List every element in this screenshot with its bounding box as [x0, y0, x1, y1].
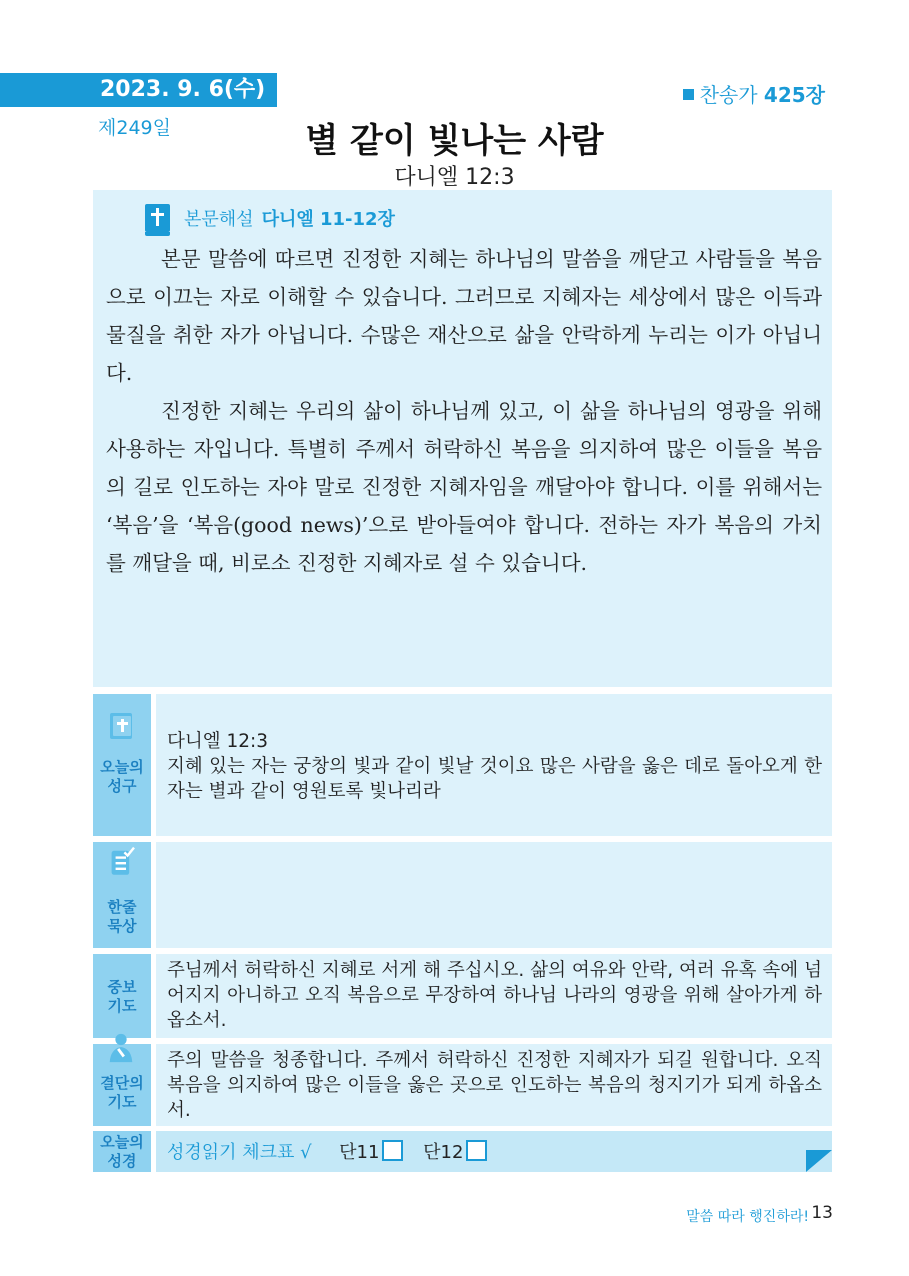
- day-count: 제249일: [98, 117, 171, 139]
- meditation-label-cell: [93, 842, 151, 948]
- intercession-label-line2: 기도: [107, 997, 137, 1015]
- meditation-content-cell[interactable]: [156, 842, 832, 948]
- reading-content-cell: [156, 1131, 832, 1172]
- resolution-label-line2: 기도: [107, 1093, 137, 1111]
- corner-fold-icon: [806, 1150, 832, 1172]
- bible-cross-icon: [145, 204, 170, 232]
- intercession-content-cell: [156, 954, 832, 1038]
- intercession-label-cell: [93, 954, 151, 1038]
- hymn-number: 425장: [763, 83, 825, 107]
- footer-motto: 말씀 따라 행진하라!: [686, 1209, 809, 1225]
- resolution-label-cell: [93, 1044, 151, 1126]
- resolution-text: 주의 말씀을 청종합니다. 주께서 허락하신 진정한 지혜자가 되길 원합니다. 오직 복음을 의지하여 많은 이들을 옳은 곳으로 인도하는 복음의 청지기가 되게 하옵소서.: [167, 1050, 822, 1121]
- hymn-reference: [683, 79, 825, 108]
- checklist-icon: [106, 846, 138, 878]
- praying-person-icon: [105, 1032, 137, 1064]
- exposition-paragraph: 진정한 지혜는 우리의 삶이 하나님께 있고, 이 삶을 하나님의 영광을 위해 사용하는 자입니다. 특별히 주께서 허락하신 복음을 의지하여 많은 이들을 복음의 길로 인도하는 자야 말로 진정한 지혜자임을 깨달아야 합니다. 이를 위해서는 ‘복음’을 ‘복음(good news)’으로 받아들여야 합니다. 전하는 자가 복음의 가치를 깨달을 때, 비로소 진정한 지혜자로 설 수 있습니다.: [106, 399, 822, 575]
- reading-checklist-label: 성경읽기 체크표 √: [167, 1142, 312, 1163]
- page-number: 13: [811, 1203, 833, 1223]
- verse-label-line2: 성구: [107, 777, 137, 795]
- page-title: 별 같이 빛나는 사람: [305, 121, 604, 161]
- resolution-label-line1: 결단의: [100, 1074, 144, 1092]
- reading-checkbox-dan12[interactable]: [466, 1140, 487, 1161]
- reading-label-line2: 성경: [107, 1152, 137, 1170]
- meditation-label-line2: 묵상: [107, 917, 137, 935]
- hymn-prefix: 찬송가: [699, 83, 758, 107]
- verse-reference: 다니엘 12:3: [167, 731, 269, 752]
- verse-text: 지혜 있는 자는 궁창의 빛과 같이 빛날 것이요 많은 사람을 옳은 데로 돌아오게 한 자는 별과 같이 영원토록 빛나리라: [167, 756, 822, 802]
- exposition-label: [184, 205, 395, 231]
- verse-label-line1: 오늘의: [100, 758, 144, 776]
- reading-item-dan12: 단12: [423, 1142, 464, 1163]
- verse-label-cell: [93, 694, 151, 836]
- exposition-text: [106, 240, 822, 582]
- reading-item-dan11: 단11: [339, 1142, 380, 1163]
- exposition-passage: 다니엘 11-12장: [261, 209, 395, 230]
- exposition-title: 본문해설: [184, 209, 254, 230]
- square-bullet-icon: [683, 89, 694, 100]
- exposition-paragraph: 본문 말씀에 따르면 진정한 지혜는 하나님의 말씀을 깨닫고 사람들을 복음으로 이끄는 자로 이해할 수 있습니다. 그러므로 지혜자는 세상에서 많은 이득과 물질을 취한 자가 아닙니다. 수많은 재산으로 삶을 안락하게 누리는 이가 아닙니다.: [106, 247, 822, 385]
- reading-label-cell: [93, 1131, 151, 1172]
- reading-checkbox-dan11[interactable]: [382, 1140, 403, 1161]
- resolution-content-cell: [156, 1044, 832, 1126]
- reading-label-line1: 오늘의: [100, 1133, 144, 1151]
- meditation-label-line1: 한줄: [107, 898, 137, 916]
- title-scripture-reference: 다니엘 12:3: [394, 165, 515, 190]
- bible-book-icon: [106, 710, 138, 742]
- intercession-label-line1: 중보: [107, 978, 137, 996]
- date-banner: 2023. 9. 6(수): [0, 73, 277, 107]
- intercession-text: 주님께서 허락하신 지혜로 서게 해 주십시오. 삶의 여유와 안락, 여러 유혹 속에 넘어지지 아니하고 오직 복음으로 무장하여 하나님 나라의 영광을 위해 살아가게 하옵소서.: [167, 960, 822, 1031]
- verse-content-cell: [156, 694, 832, 836]
